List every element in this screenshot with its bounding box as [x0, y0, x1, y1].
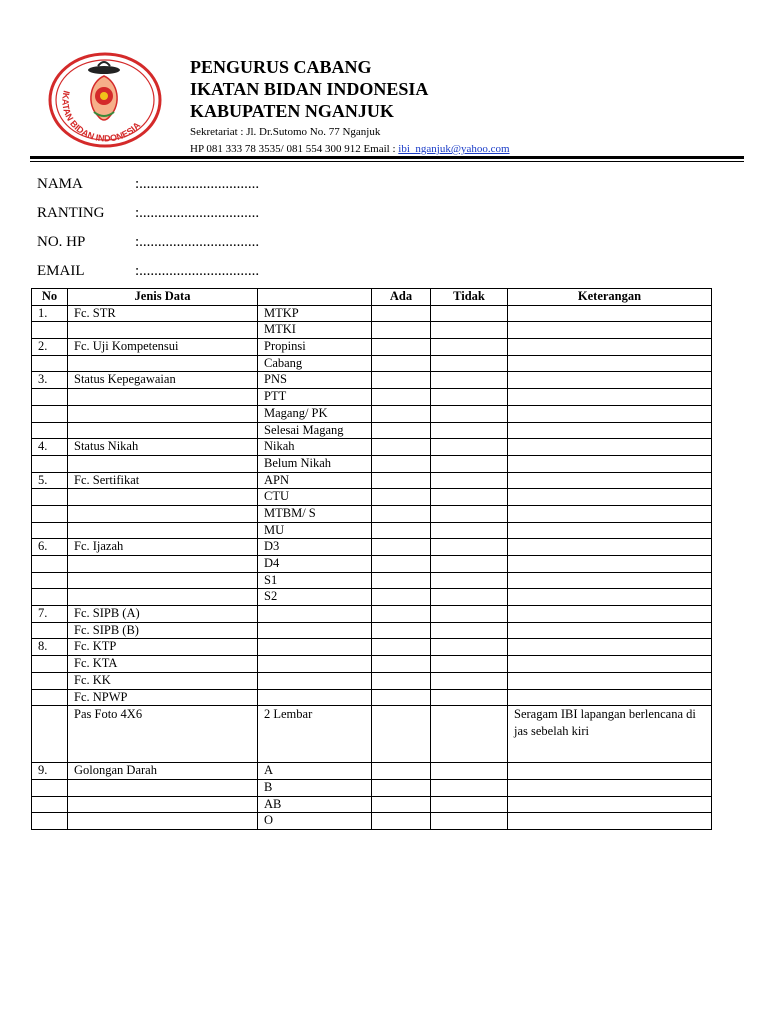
table-row	[32, 796, 712, 813]
cell-keterangan	[508, 439, 712, 456]
table-row	[32, 556, 712, 573]
col-header-tidak: Tidak	[431, 289, 508, 306]
cell-sub: MTKP	[258, 305, 372, 322]
cell-tidak[interactable]	[431, 813, 508, 830]
cell-tidak[interactable]	[431, 522, 508, 539]
table-row	[32, 405, 712, 422]
cell-ada[interactable]	[372, 706, 431, 763]
cell-ada[interactable]	[372, 372, 431, 389]
header-divider-thin	[30, 161, 744, 162]
cell-keterangan	[508, 556, 712, 573]
cell-ada[interactable]	[372, 339, 431, 356]
cell-keterangan: Seragam IBI lapangan berlencana di jas sebelah kiri	[508, 706, 712, 763]
table-row	[32, 355, 712, 372]
cell-keterangan	[508, 422, 712, 439]
cell-no	[32, 672, 68, 689]
hp-value[interactable]: :................................	[135, 234, 260, 250]
cell-keterangan	[508, 322, 712, 339]
cell-sub: Magang/ PK	[258, 405, 372, 422]
cell-tidak[interactable]	[431, 763, 508, 780]
cell-sub: Cabang	[258, 355, 372, 372]
nama-label: NAMA	[37, 176, 83, 192]
cell-keterangan	[508, 689, 712, 706]
cell-sub	[258, 672, 372, 689]
cell-sub: CTU	[258, 489, 372, 506]
cell-ada[interactable]	[372, 813, 431, 830]
cell-jenis	[68, 405, 258, 422]
table-row	[32, 656, 712, 673]
cell-keterangan	[508, 339, 712, 356]
cell-no	[32, 322, 68, 339]
cell-keterangan	[508, 472, 712, 489]
cell-tidak[interactable]	[431, 339, 508, 356]
document-checklist-table	[31, 288, 712, 830]
table-row	[32, 422, 712, 439]
cell-no	[32, 355, 68, 372]
cell-no: 1.	[32, 305, 68, 322]
col-header-jenis: Jenis Data	[68, 289, 258, 306]
cell-jenis	[68, 455, 258, 472]
cell-ada[interactable]	[372, 556, 431, 573]
table-row	[32, 455, 712, 472]
cell-sub: MTKI	[258, 322, 372, 339]
cell-jenis	[68, 489, 258, 506]
table-row	[32, 763, 712, 780]
nama-value[interactable]: :................................	[135, 176, 260, 192]
cell-tidak[interactable]	[431, 572, 508, 589]
cell-tidak[interactable]	[431, 439, 508, 456]
cell-jenis	[68, 572, 258, 589]
cell-jenis: Fc. KTA	[68, 656, 258, 673]
cell-tidak[interactable]	[431, 779, 508, 796]
cell-ada[interactable]	[372, 589, 431, 606]
table-row	[32, 606, 712, 623]
cell-ada[interactable]	[372, 672, 431, 689]
cell-no	[32, 572, 68, 589]
org-title-3: KABUPATEN NGANJUK	[190, 101, 394, 121]
table-row	[32, 622, 712, 639]
cell-keterangan	[508, 813, 712, 830]
cell-sub	[258, 689, 372, 706]
org-title-2: IKATAN BIDAN INDONESIA	[190, 79, 429, 99]
cell-tidak[interactable]	[431, 622, 508, 639]
cell-keterangan	[508, 372, 712, 389]
cell-jenis	[68, 322, 258, 339]
cell-jenis: Fc. Uji Kompetensui	[68, 339, 258, 356]
cell-tidak[interactable]	[431, 606, 508, 623]
cell-keterangan	[508, 389, 712, 406]
cell-ada[interactable]	[372, 422, 431, 439]
cell-ada[interactable]	[372, 405, 431, 422]
cell-jenis	[68, 556, 258, 573]
cell-ada[interactable]	[372, 689, 431, 706]
table-row	[32, 439, 712, 456]
cell-no	[32, 405, 68, 422]
cell-sub: MTBM/ S	[258, 505, 372, 522]
table-header-row	[32, 289, 712, 306]
cell-tidak[interactable]	[431, 539, 508, 556]
table-row	[32, 472, 712, 489]
cell-keterangan	[508, 622, 712, 639]
cell-no	[32, 622, 68, 639]
cell-keterangan	[508, 672, 712, 689]
cell-jenis: Fc. SIPB (A)	[68, 606, 258, 623]
field-hp	[37, 228, 259, 257]
cell-keterangan	[508, 305, 712, 322]
table-row	[32, 489, 712, 506]
org-title-1: PENGURUS CABANG	[190, 57, 372, 77]
cell-ada[interactable]	[372, 539, 431, 556]
table-row	[32, 813, 712, 830]
col-header-ada: Ada	[372, 289, 431, 306]
cell-ada[interactable]	[372, 355, 431, 372]
table-row	[32, 572, 712, 589]
table-row	[32, 389, 712, 406]
cell-no	[32, 389, 68, 406]
cell-keterangan	[508, 656, 712, 673]
cell-keterangan	[508, 355, 712, 372]
table-row	[32, 322, 712, 339]
cell-tidak[interactable]	[431, 556, 508, 573]
cell-ada[interactable]	[372, 639, 431, 656]
cell-sub: S2	[258, 589, 372, 606]
ibi-logo	[48, 52, 162, 148]
cell-jenis: Status Nikah	[68, 439, 258, 456]
cell-tidak[interactable]	[431, 639, 508, 656]
cell-no	[32, 422, 68, 439]
table-row	[32, 779, 712, 796]
header-divider-thick	[30, 156, 744, 159]
cell-ada[interactable]	[372, 455, 431, 472]
cell-no	[32, 589, 68, 606]
ranting-value[interactable]: :................................	[135, 205, 260, 221]
cell-no: 2.	[32, 339, 68, 356]
cell-no	[32, 505, 68, 522]
cell-no: 4.	[32, 439, 68, 456]
cell-jenis: Fc. Sertifikat	[68, 472, 258, 489]
cell-jenis	[68, 813, 258, 830]
address-line: Sekretariat : Jl. Dr.Sutomo No. 77 Nganjuk	[190, 126, 381, 138]
cell-sub: S1	[258, 572, 372, 589]
cell-jenis: Pas Foto 4X6	[68, 706, 258, 763]
cell-tidak[interactable]	[431, 405, 508, 422]
cell-jenis: Status Kepegawaian	[68, 372, 258, 389]
email-link[interactable]: ibi_nganjuk@yahoo.com	[398, 143, 510, 155]
cell-no: 9.	[32, 763, 68, 780]
cell-tidak[interactable]	[431, 589, 508, 606]
cell-ada[interactable]	[372, 572, 431, 589]
cell-keterangan	[508, 455, 712, 472]
table-row	[32, 339, 712, 356]
cell-ada[interactable]	[372, 505, 431, 522]
cell-ada[interactable]	[372, 322, 431, 339]
cell-no	[32, 796, 68, 813]
cell-jenis	[68, 422, 258, 439]
cell-sub: Propinsi	[258, 339, 372, 356]
cell-sub	[258, 639, 372, 656]
col-header-sub	[258, 289, 372, 306]
cell-jenis: Fc. Ijazah	[68, 539, 258, 556]
cell-keterangan	[508, 763, 712, 780]
cell-keterangan	[508, 589, 712, 606]
cell-sub: PTT	[258, 389, 372, 406]
cell-no	[32, 556, 68, 573]
cell-tidak[interactable]	[431, 372, 508, 389]
cell-no	[32, 656, 68, 673]
cell-no	[32, 706, 68, 763]
cell-sub	[258, 606, 372, 623]
table-row	[32, 305, 712, 322]
cell-no	[32, 489, 68, 506]
cell-sub: D4	[258, 556, 372, 573]
cell-keterangan	[508, 606, 712, 623]
cell-sub: A	[258, 763, 372, 780]
table-row	[32, 689, 712, 706]
identity-fields	[37, 170, 259, 286]
logo-lettering: IKATAN BIDAN INDONESIA	[60, 89, 143, 144]
ranting-label: RANTING	[37, 205, 105, 221]
cell-ada[interactable]	[372, 763, 431, 780]
email-value[interactable]: :................................	[135, 263, 260, 279]
cell-no	[32, 522, 68, 539]
cell-jenis	[68, 505, 258, 522]
cell-sub: MU	[258, 522, 372, 539]
cell-sub: B	[258, 779, 372, 796]
cell-keterangan	[508, 779, 712, 796]
cell-tidak[interactable]	[431, 355, 508, 372]
cell-ada[interactable]	[372, 796, 431, 813]
cell-tidak[interactable]	[431, 489, 508, 506]
cell-tidak[interactable]	[431, 706, 508, 763]
cell-sub: APN	[258, 472, 372, 489]
cell-jenis	[68, 355, 258, 372]
table-row	[32, 522, 712, 539]
cell-keterangan	[508, 405, 712, 422]
cell-ada[interactable]	[372, 472, 431, 489]
cell-no	[32, 779, 68, 796]
cell-ada[interactable]	[372, 779, 431, 796]
cell-no: 6.	[32, 539, 68, 556]
cell-sub: O	[258, 813, 372, 830]
cell-keterangan	[508, 522, 712, 539]
cell-jenis: Fc. NPWP	[68, 689, 258, 706]
phone-text: HP 081 333 78 3535/ 081 554 300 912 Email :	[190, 143, 399, 155]
cell-jenis: Fc. STR	[68, 305, 258, 322]
cell-no: 5.	[32, 472, 68, 489]
cell-tidak[interactable]	[431, 672, 508, 689]
email-label: EMAIL	[37, 263, 85, 279]
cell-tidak[interactable]	[431, 796, 508, 813]
cell-tidak[interactable]	[431, 305, 508, 322]
col-header-keterangan: Keterangan	[508, 289, 712, 306]
field-nama	[37, 170, 259, 199]
contact-line	[190, 142, 510, 156]
cell-ada[interactable]	[372, 389, 431, 406]
cell-tidak[interactable]	[431, 505, 508, 522]
table-row	[32, 639, 712, 656]
cell-sub: D3	[258, 539, 372, 556]
cell-no	[32, 689, 68, 706]
cell-ada[interactable]	[372, 305, 431, 322]
cell-sub: AB	[258, 796, 372, 813]
cell-sub	[258, 656, 372, 673]
cell-sub: 2 Lembar	[258, 706, 372, 763]
letterhead	[190, 56, 510, 156]
cell-jenis	[68, 522, 258, 539]
field-ranting	[37, 199, 259, 228]
table-row	[32, 706, 712, 763]
cell-keterangan	[508, 505, 712, 522]
cell-jenis	[68, 796, 258, 813]
table-row	[32, 539, 712, 556]
cell-keterangan	[508, 639, 712, 656]
hp-label: NO. HP	[37, 234, 86, 250]
cell-jenis: Golongan Darah	[68, 763, 258, 780]
cell-keterangan	[508, 539, 712, 556]
table-row	[32, 589, 712, 606]
cell-no: 8.	[32, 639, 68, 656]
cell-tidak[interactable]	[431, 422, 508, 439]
col-header-no: No	[32, 289, 68, 306]
cell-no: 3.	[32, 372, 68, 389]
cell-keterangan	[508, 572, 712, 589]
cell-keterangan	[508, 796, 712, 813]
cell-jenis: Fc. KTP	[68, 639, 258, 656]
cell-no: 7.	[32, 606, 68, 623]
table-row	[32, 372, 712, 389]
cell-tidak[interactable]	[431, 472, 508, 489]
field-email	[37, 257, 259, 286]
cell-jenis	[68, 779, 258, 796]
cell-ada[interactable]	[372, 656, 431, 673]
cell-jenis: Fc. KK	[68, 672, 258, 689]
cell-ada[interactable]	[372, 622, 431, 639]
cell-jenis	[68, 389, 258, 406]
cell-tidak[interactable]	[431, 322, 508, 339]
cell-ada[interactable]	[372, 439, 431, 456]
cell-sub: Belum Nikah	[258, 455, 372, 472]
table-row	[32, 672, 712, 689]
cell-ada[interactable]	[372, 489, 431, 506]
cell-ada[interactable]	[372, 606, 431, 623]
table-row	[32, 505, 712, 522]
cell-no	[32, 455, 68, 472]
cell-keterangan	[508, 489, 712, 506]
cell-sub: Selesai Magang	[258, 422, 372, 439]
cell-ada[interactable]	[372, 522, 431, 539]
cell-jenis	[68, 589, 258, 606]
cell-no	[32, 813, 68, 830]
cell-sub: PNS	[258, 372, 372, 389]
cell-sub: Nikah	[258, 439, 372, 456]
cell-tidak[interactable]	[431, 689, 508, 706]
cell-tidak[interactable]	[431, 455, 508, 472]
cell-tidak[interactable]	[431, 656, 508, 673]
cell-jenis: Fc. SIPB (B)	[68, 622, 258, 639]
cell-tidak[interactable]	[431, 389, 508, 406]
cell-sub	[258, 622, 372, 639]
